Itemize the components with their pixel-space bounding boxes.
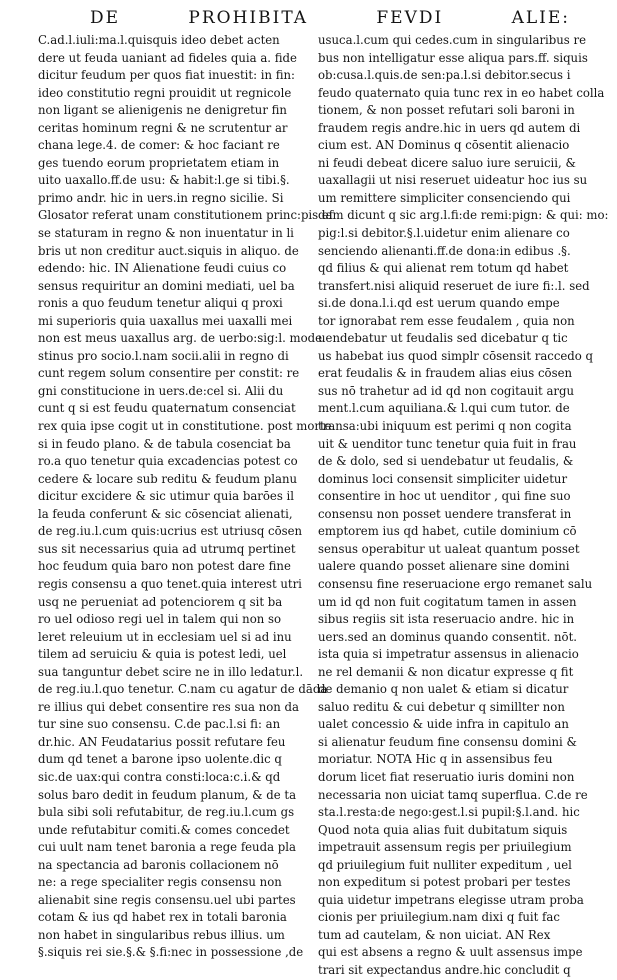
text-line: ualet concessio & uide infra in capitulo an (318, 717, 569, 732)
left-text-column (38, 32, 336, 962)
text-line: stinus pro socio.l.nam socii.alii in regno di (38, 348, 289, 363)
text-line: ro.a quo tenetur quia excadencias potest co (38, 454, 298, 469)
text-line: dere ut feuda uaniant ad fideles quia a. fide (38, 50, 297, 65)
text-line: cotam & ius qd habet rex in totali baronia (38, 910, 287, 925)
text-line: dicitur feudum per quos fiat inuestit: in fin: (38, 68, 295, 83)
text-line: consensu non posset uendere transferat in (318, 506, 572, 521)
text-line: primo andr. hic in uers.in regno sicilie. Si (38, 190, 284, 205)
text-line: hoc feudum quia baro non potest dare fine (38, 559, 291, 574)
text-line: si in feudo plano. & de tabula cosenciat ba (38, 436, 291, 451)
text-line: edendo: hic. IN Alienatione feudi cuius co (38, 261, 287, 276)
text-line: C.ad.l.iuli:ma.l.quisquis ideo debet acten (38, 33, 280, 47)
text-line: uito uaxallo.ff.de usu: & habit:l.ge si tibi.§. (38, 173, 290, 188)
text-line: tor ignorabat rem esse feudalem , quia non (318, 313, 575, 328)
text-line: solus baro dedit in feudum planum, & de ta (38, 787, 297, 802)
text-line: mi superioris quia uaxallus mei uaxalli mei (38, 313, 293, 328)
text-line: ro uel odioso regi uel in talem qui non so (38, 612, 282, 627)
text-line: uendebatur ut feudalis sed dicebatur q tic (318, 331, 568, 346)
text-line: usuca.l.cum qui cedes.cum in singularibus re (318, 33, 587, 47)
text-line: la feuda conferunt & sic cōsenciat alienati, (38, 506, 293, 521)
text-line: re illius qui debet consentire res sua non da (38, 699, 299, 714)
text-line: non expeditum si potest probari per testes (318, 875, 571, 890)
text-line: cui uult nam tenet baronia a rege feuda pla (38, 840, 296, 855)
text-line: dicitur excidere & sic utimur quia barōes il (38, 489, 295, 504)
text-line: ista quia si impetratur assensus in alienacio (318, 647, 579, 662)
text-line: tum ad cautelam, & non uiciat. AN Rex (318, 927, 551, 942)
text-line: quia uidetur impetrans elegisse utram proba (318, 892, 584, 907)
text-line: cunt regem solum consentire per constit: re (38, 366, 300, 381)
text-line: ualere quando posset alienare sine domini (318, 559, 570, 574)
text-line: si alienatur feudum fine consensu domini & (318, 734, 577, 749)
text-line: ne rel demanii & non dicatur expresse q fit (318, 664, 574, 679)
text-line: uit & uenditor tunc tenetur quia fuit in frau (318, 436, 577, 451)
text-line: cionis per priuilegium.nam dixi q fuit fac (318, 910, 560, 925)
text-line: dr.hic. AN Feudatarius possit refutare feu (38, 734, 286, 749)
text-line: ideo constitutio regni prouidit ut regnicole (38, 85, 292, 100)
text-line: consentire in hoc ut uenditor , qui fine suo (318, 489, 571, 504)
text-line: §.siquis rei sie.§.& §.fi:nec in possessione ,de (38, 945, 304, 960)
text-line: erat feudalis & in fraudem alias eius cōsen (318, 366, 573, 381)
text-line: de & dolo, sed si uendebatur ut feudalis, & (318, 454, 574, 469)
text-line: non ligant se alienigenis ne denigretur fin (38, 103, 287, 118)
running-head-alie: ALIE: (511, 8, 570, 28)
text-line: regis consensu a quo tenet.quia interest utri (38, 576, 302, 591)
text-line: se staturam in regno & non inuentatur in li (38, 226, 294, 241)
text-line: transa:ubi iniquum est perimi q non cogita (318, 419, 572, 434)
text-line: sic.de uax:qui contra consti:loca:c.i.& qd (38, 769, 281, 784)
text-line: necessaria non uiciat tamq superflua. C.de re (318, 787, 588, 802)
text-line: ob:cusa.l.quis.de sen:pa.l.si debitor.secus i (318, 68, 571, 83)
text-line: alienabit sine regis consensu.uel ubi partes (38, 892, 296, 907)
text-line: sus sit necessarius quia ad utrumq pertinet (38, 541, 296, 556)
text-line: ronis a quo feudum tenetur aliqui q proxi (38, 296, 283, 311)
text-line: bus non intelligatur esse aliqua pars.ff. siquis (318, 50, 588, 65)
text-line: non habet in singularibus rebus illius. um (38, 927, 285, 942)
text-line: ges tuendo eorum proprietatem etiam in (38, 155, 280, 170)
text-line: uers.sed an dominus quando consentit. nōt. (318, 629, 577, 644)
text-line: sua tanguntur debet scire ne in illo ledatur.l. (38, 664, 304, 679)
text-line: dominus loci consensit simpliciter uidetur (318, 471, 568, 486)
text-line: consensu fine reseruacione ergo remanet salu (318, 576, 593, 591)
text-line: sensus operabitur ut ualeat quantum posset (318, 541, 580, 556)
text-line: de reg.iu.l.quo tenetur. C.nam cu agatur de dāda (38, 682, 328, 697)
text-line: tilem ad seruiciu & quia is potest ledi, uel (38, 647, 287, 662)
text-line: dum qd tenet a barone ipso uolente.dic q (38, 752, 282, 767)
running-head-de: DE (90, 8, 121, 28)
text-line: sensus requiritur an domini mediati, uel ba (38, 278, 295, 293)
text-line: usq ne perueniat ad potenciorem q sit ba (38, 594, 283, 609)
text-line: non est meus uaxallus arg. de uerbo:sig:l. mode (38, 331, 323, 346)
text-line: de reg.iu.l.cum quis:ucrius est utriusq cōsen (38, 524, 303, 539)
running-head-prohibita: PROHIBITA (188, 8, 309, 28)
text-line: um remittere simpliciter consenciendo qui (318, 190, 571, 205)
text-line: qd priuilegium fuit nulliter expeditum , uel (318, 857, 572, 872)
text-line: transfert.nisi aliquid reseruet de iure fi:.l. sed (318, 278, 590, 293)
text-line: fraudem regis andre.hic in uers qd autem di (318, 120, 581, 135)
running-head-feudi: FEVDI (376, 8, 444, 28)
text-line: ment.l.cum aquiliana.& l.qui cum tutor. de (318, 401, 570, 416)
text-line: qui est absens a regno & uult assensus impe (318, 945, 583, 960)
text-line: moriatur. NOTA Hic q in assensibus feu (318, 752, 553, 767)
text-line: cunt q si est feudu quaternatum consenciat (38, 401, 296, 416)
text-line: bris ut non creditur auct.siquis in aliquo. de (38, 243, 299, 258)
running-head (90, 5, 570, 31)
text-line: tionem, & non posset refutari soli baroni in (318, 103, 575, 118)
text-line: tur sine suo consensu. C.de pac.l.si fi: an (38, 717, 281, 732)
text-line: Glosator referat unam constitutionem princ:pis ef (38, 208, 334, 223)
text-line: qd filius & qui alienat rem totum qd habet (318, 261, 569, 276)
text-line: feudo quaternato quia tunc rex in eo habet colla (318, 85, 605, 100)
text-line: sta.l.resta:de nego:gest.l.si pupil:§.l.and. hic (318, 805, 580, 820)
text-line: sus nō trahetur ad id qd non cogitauit argu (318, 383, 575, 398)
text-line: um id qd non fuit cogitatum tamen in assen (318, 594, 577, 609)
text-line: cedere & locare sub reditu & feudum planu (38, 471, 298, 486)
text-line: na spectancia ad baronis collacionem nō (38, 857, 279, 872)
text-line: dam dicunt q sic arg.l.fi:de remi:pign: & qui: mo: (318, 208, 609, 223)
text-line: pig:l.si debitor.§.l.uidetur enim alienare co (318, 226, 570, 241)
text-line: dorum licet fiat reseruatio iuris domini non (318, 769, 575, 784)
text-line: cium est. AN Dominus q cōsentit alienacio (318, 138, 570, 153)
text-line: gni constitucione in uers.de:cel si. Alii du (38, 383, 284, 398)
text-line: us habebat ius quod simplr cōsensit raccedo q (318, 348, 594, 363)
text-line: bula sibi soli refutabitur, de reg.iu.l.cum gs (38, 805, 295, 820)
text-line: leret releuium ut in ecclesiam uel si ad inu (38, 629, 292, 644)
text-line: ni feudi debeat dicere saluo iure seruicii, & (318, 155, 576, 170)
text-line: de demanio q non ualet & etiam si dicatur (318, 682, 569, 697)
text-line: rex quia ipse cogit ut in constitutione. post morte. (38, 419, 336, 434)
text-line: impetrauit assensum regis per priuilegium (318, 840, 572, 855)
text-line: emptorem ius qd habet, cutile dominium cō (318, 524, 577, 539)
text-line: Quod nota quia alias fuit dubitatum siquis (318, 822, 568, 837)
text-line: sibus regiis sit ista reseruacio andre. hic in (318, 612, 575, 627)
text-line: unde refutabitur comiti.& comes concedet (38, 822, 290, 837)
text-line: saluo reditu & cui debetur q simillter non (318, 699, 565, 714)
text-line: uaxallagii ut nisi reseruet uideatur hoc ius su (318, 173, 588, 188)
right-text-column (318, 32, 609, 980)
text-line: si.de dona.l.i.qd est uerum quando empe (318, 296, 560, 311)
text-line: chana lege.4. de comer: & hoc faciant re (38, 138, 280, 153)
text-line: senciendo alienanti.ff.de dona:in edibus .§. (318, 243, 571, 258)
text-line: trari sit expectandus andre.hic concludit q (318, 962, 571, 977)
text-line: ceritas hominum regni & ne scrutentur ar (38, 120, 288, 135)
text-line: ne: a rege specialiter regis consensu non (38, 875, 282, 890)
